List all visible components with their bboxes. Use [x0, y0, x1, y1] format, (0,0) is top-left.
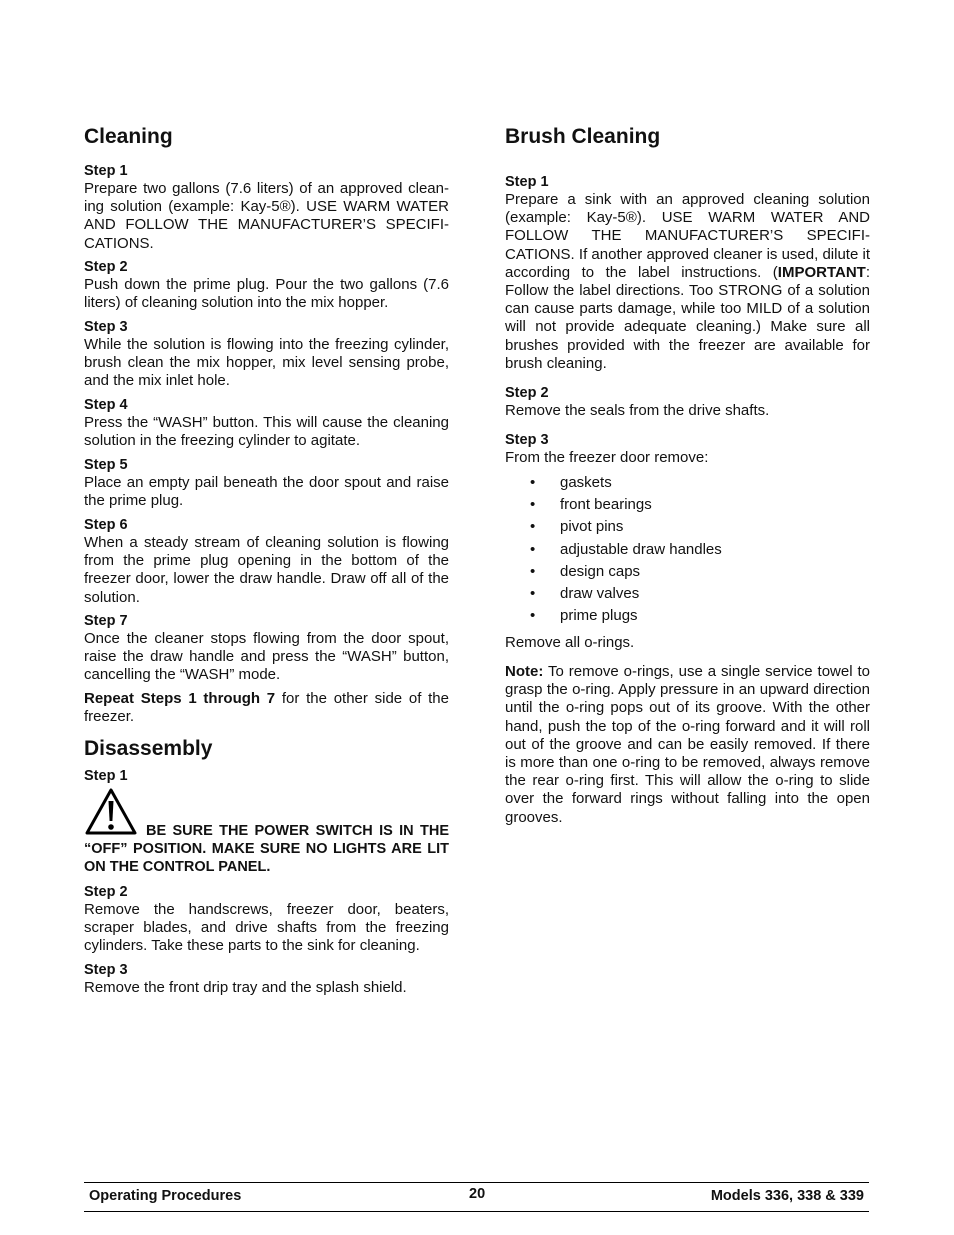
step-text: Remove the seals from the drive shafts.	[505, 402, 770, 419]
list-item: • front bearings	[530, 494, 722, 516]
disassembly-heading: Disassembly	[84, 737, 213, 760]
step1-text-a: Prepare a sink with an approved cleaning solution (example: Kay-5®). USE WARM WATER AND FOLLOW THE MANUFACTURER’S SPECIFICATIONS. If another approved cleaner is used, dilute it according to the label instructions. (	[505, 191, 870, 281]
note-label: Note:	[505, 663, 544, 680]
step-label: Step 5	[84, 457, 128, 473]
bullet: •	[530, 562, 536, 580]
disassembly-step-2	[84, 883, 449, 956]
step-label: Step 3	[84, 319, 128, 335]
cleaning-step-7	[84, 612, 449, 685]
step-text: While the solution is flowing into the freezing cylinder, brush clean the mix hopper, mix level sensing probe, and the mix inlet hole.	[84, 336, 449, 390]
cleaning-step-2	[84, 258, 449, 312]
step-label: Step 1	[84, 163, 128, 179]
step-text: From the freezer door remove:	[505, 449, 709, 466]
step-label: Step 6	[84, 517, 128, 533]
parts-list	[530, 472, 722, 627]
cleaning-step-1	[84, 162, 449, 253]
step-label: Step 4	[84, 397, 128, 413]
page-footer	[84, 1182, 869, 1212]
step-text: When a steady stream of cleaning solution is flowing from the prime plug opening in the bottom of the freezer door, lower the draw handle. Draw off all of the solution.	[84, 534, 449, 606]
bullet: •	[530, 607, 536, 625]
note-text: To remove o-rings, use a single service towel to grasp the o-ring. Apply pressure in an upward direction until the o-ring pops out of its groove. With the other hand, push the top of the o-ring forward and it will roll out of the groove and can be easily removed. If there is more than one o-ring to be removed, always remove the rear o-ring first. This will allow the o-ring to slide over the forward rings without falling into the open grooves.	[505, 663, 870, 826]
cleaning-heading: Cleaning	[84, 125, 173, 148]
warning-text: BE SURE THE POWER SWITCH IS IN THE “OFF” POSITION. MAKE SURE NO LIGHTS ARE LIT ON THE CONTROL PANEL.	[84, 823, 449, 876]
step-label: Step 7	[84, 613, 128, 629]
warning-block	[84, 787, 449, 877]
bullet: •	[530, 518, 536, 536]
repeat-rest: for the other side of the freezer.	[84, 690, 449, 726]
repeat-note	[84, 690, 449, 726]
repeat-bold: Repeat Steps 1 through 7	[84, 690, 276, 707]
cleaning-step-5	[84, 456, 449, 510]
brush-step-1	[505, 173, 870, 373]
bullet: •	[530, 540, 536, 558]
remove-orings	[505, 634, 870, 652]
page-number: 20	[469, 1186, 486, 1202]
step-label: Step 1	[84, 768, 128, 784]
list-item: • design caps	[530, 561, 722, 583]
warning-triangle-icon	[84, 787, 138, 837]
bullet: •	[530, 496, 536, 514]
list-item: • pivot pins	[530, 516, 722, 538]
brush-cleaning-heading: Brush Cleaning	[505, 125, 661, 148]
step-label: Step 2	[84, 259, 128, 275]
list-item: • prime plugs	[530, 605, 722, 627]
cleaning-step-6	[84, 516, 449, 607]
list-item: • adjustable draw handles	[530, 539, 722, 561]
step1-text-b: : Follow the label directions. Too STRONG of a solution can cause parts damage, while too MILD of a solution will not provide adequate cleaning.) Make sure all brushes provided with the freezer are available for brush cleaning.	[505, 263, 870, 372]
step-text: Once the cleaner stops flowing from the door spout, raise the draw handle and press the “WASH” button, cancelling the “WASH” mode.	[84, 630, 449, 684]
step-text: Place an empty pail beneath the door spout and raise the prime plug.	[84, 474, 449, 510]
step-label: Step 2	[505, 385, 549, 401]
brush-step-3	[505, 431, 870, 467]
remove-orings-text: Remove all o-rings.	[505, 634, 635, 651]
list-item: • draw valves	[530, 583, 722, 605]
step-label: Step 3	[505, 432, 549, 448]
cleaning-step-4	[84, 396, 449, 450]
step-text: Prepare two gallons (7.6 liters) of an approved cleaning solution (example: Kay-5®). USE WARM WATER AND FOLLOW THE MANUFACTURER’S SPECIFICATIONS.	[84, 180, 449, 252]
step-text: Remove the front drip tray and the splash shield.	[84, 979, 407, 996]
footer-models: Models 336, 338 & 339	[710, 1188, 864, 1204]
step-text: Remove the handscrews, freezer door, beaters, scraper blades, and drive shafts from the freezing cylinders. Take these parts to the sink for cleaning.	[84, 901, 449, 955]
footer-section: Operating Procedures	[89, 1188, 242, 1204]
note-block	[505, 663, 870, 827]
bullet: •	[530, 474, 536, 491]
list-item: • gaskets	[530, 472, 722, 494]
disassembly-step-3	[84, 961, 449, 997]
brush-step-2	[505, 384, 870, 420]
step-label: Step 3	[84, 962, 128, 978]
disassembly-step-1	[84, 767, 449, 785]
step-text: Push down the prime plug. Pour the two gallons (7.6 liters) of cleaning solution into the mix hopper.	[84, 276, 449, 312]
bullet: •	[530, 585, 536, 603]
important-label: IMPORTANT	[777, 263, 866, 281]
step-label: Step 2	[84, 884, 128, 900]
step-label: Step 1	[505, 174, 549, 190]
step-text: Press the “WASH” button. This will cause the cleaning solution in the freezing cylinder to agitate.	[84, 414, 449, 450]
cleaning-step-3	[84, 318, 449, 391]
